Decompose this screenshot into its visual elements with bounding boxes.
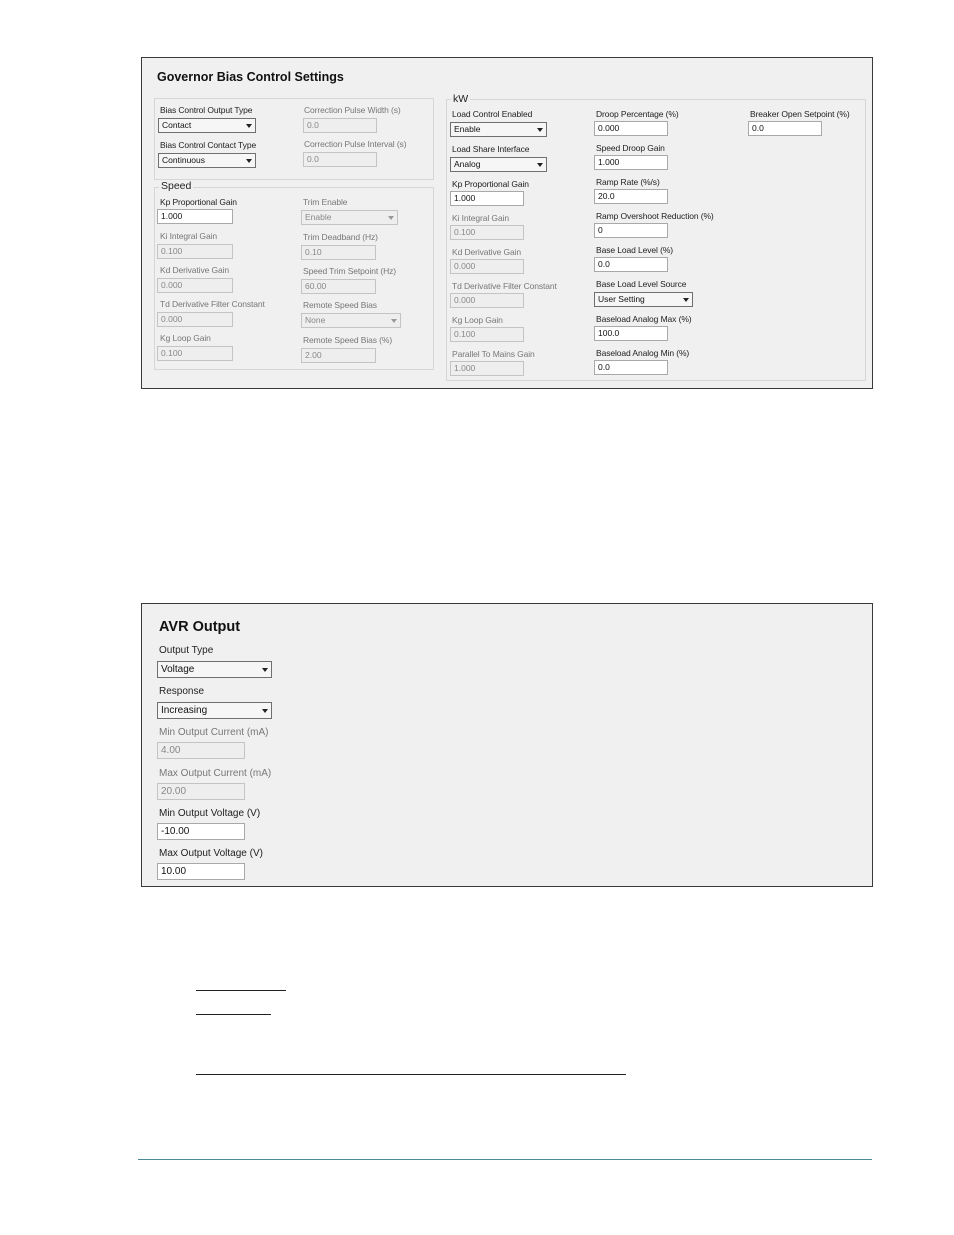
speed-td-label: Td Derivative Filter Constant <box>160 299 265 309</box>
pulse-interval-label: Correction Pulse Interval (s) <box>304 139 407 149</box>
remote-speed-bias-pct-input[interactable]: 2.00 <box>301 348 376 363</box>
parallel-mains-label: Parallel To Mains Gain <box>452 349 535 359</box>
load-control-value: Enable <box>454 124 481 134</box>
remote-speed-bias-value: None <box>305 315 326 325</box>
speed-kd-input[interactable]: 0.000 <box>157 278 233 293</box>
chevron-down-icon <box>537 163 543 167</box>
avr-min-voltage-input[interactable]: -10.00 <box>157 823 245 840</box>
avr-min-current-input[interactable]: 4.00 <box>157 742 245 759</box>
speed-group-title: Speed <box>161 180 192 192</box>
base-load-source-select[interactable] <box>594 292 693 307</box>
load-share-value: Analog <box>454 159 481 169</box>
avr-output-panel <box>141 603 873 887</box>
trim-enable-select[interactable] <box>301 210 398 225</box>
load-share-label: Load Share Interface <box>452 144 530 154</box>
avr-response-select[interactable] <box>157 702 272 719</box>
ramp-overshoot-input[interactable]: 0 <box>594 223 668 238</box>
avr-max-voltage-label: Max Output Voltage (V) <box>159 848 263 859</box>
load-control-label: Load Control Enabled <box>452 109 533 119</box>
chevron-down-icon <box>246 124 252 128</box>
kw-td-label: Td Derivative Filter Constant <box>452 281 557 291</box>
underline-rule-3 <box>196 1074 626 1075</box>
load-share-select[interactable] <box>450 157 547 172</box>
droop-pct-input[interactable]: 0.000 <box>594 121 668 136</box>
base-load-source-value: User Setting <box>598 294 645 304</box>
base-load-label: Base Load Level (%) <box>596 245 674 255</box>
baseload-min-label: Baseload Analog Min (%) <box>596 348 690 358</box>
droop-pct-label: Droop Percentage (%) <box>596 109 679 119</box>
speed-ki-label: Ki Integral Gain <box>160 231 217 241</box>
pulse-width-input[interactable]: 0.0 <box>303 118 377 133</box>
kw-kd-input[interactable]: 0.000 <box>450 259 524 274</box>
trim-deadband-input[interactable]: 0.10 <box>301 245 376 260</box>
bias-output-type-label: Bias Control Output Type <box>160 105 253 115</box>
ramp-overshoot-label: Ramp Overshoot Reduction (%) <box>596 211 714 221</box>
load-control-select[interactable] <box>450 122 547 137</box>
ramp-rate-label: Ramp Rate (%/s) <box>596 177 660 187</box>
underline-rule-1 <box>196 990 286 991</box>
avr-response-label: Response <box>159 686 205 697</box>
speed-kg-label: Kg Loop Gain <box>160 333 211 343</box>
remote-speed-bias-label: Remote Speed Bias <box>303 300 377 310</box>
kw-ki-label: Ki Integral Gain <box>452 213 509 223</box>
kw-ki-input[interactable]: 0.100 <box>450 225 524 240</box>
kw-kp-input[interactable]: 1.000 <box>450 191 524 206</box>
trim-deadband-label: Trim Deadband (Hz) <box>303 232 378 242</box>
governor-panel-title: Governor Bias Control Settings <box>157 70 344 84</box>
remote-speed-bias-pct-label: Remote Speed Bias (%) <box>303 335 393 345</box>
speed-kg-input[interactable]: 0.100 <box>157 346 233 361</box>
trim-setpoint-input[interactable]: 60.00 <box>301 279 376 294</box>
footer-rule <box>138 1159 872 1160</box>
chevron-down-icon <box>262 668 268 672</box>
kw-kd-label: Kd Derivative Gain <box>452 247 522 257</box>
trim-enable-value: Enable <box>305 212 332 222</box>
avr-max-current-input[interactable]: 20.00 <box>157 783 245 800</box>
speed-ki-input[interactable]: 0.100 <box>157 244 233 259</box>
avr-output-type-value: Voltage <box>161 664 195 675</box>
kw-td-input[interactable]: 0.000 <box>450 293 524 308</box>
avr-max-voltage-input[interactable]: 10.00 <box>157 863 245 880</box>
speed-kp-input[interactable]: 1.000 <box>157 209 233 224</box>
avr-output-type-select[interactable] <box>157 661 272 678</box>
chevron-down-icon <box>537 128 543 132</box>
chevron-down-icon <box>683 298 689 302</box>
breaker-open-label: Breaker Open Setpoint (%) <box>750 109 850 119</box>
ramp-rate-input[interactable]: 20.0 <box>594 189 668 204</box>
avr-panel-title: AVR Output <box>159 619 241 635</box>
avr-output-type-label: Output Type <box>159 645 214 656</box>
bias-contact-type-value: Continuous <box>162 155 206 165</box>
kw-kg-input[interactable]: 0.100 <box>450 327 524 342</box>
speed-td-input[interactable]: 0.000 <box>157 312 233 327</box>
remote-speed-bias-select[interactable] <box>301 313 401 328</box>
pulse-interval-input[interactable]: 0.0 <box>303 152 377 167</box>
base-load-source-label: Base Load Level Source <box>596 279 687 289</box>
kw-group-title: kW <box>453 93 469 105</box>
underline-rule-2 <box>196 1014 271 1015</box>
kw-kp-label: Kp Proportional Gain <box>452 179 529 189</box>
droop-gain-label: Speed Droop Gain <box>596 143 665 153</box>
kw-kg-label: Kg Loop Gain <box>452 315 503 325</box>
chevron-down-icon <box>388 216 394 220</box>
bias-output-type-select[interactable] <box>158 118 256 133</box>
avr-min-voltage-label: Min Output Voltage (V) <box>159 808 261 819</box>
base-load-input[interactable]: 0.0 <box>594 257 668 272</box>
breaker-open-input[interactable]: 0.0 <box>748 121 822 136</box>
governor-bias-panel <box>141 57 873 389</box>
avr-min-current-label: Min Output Current (mA) <box>159 727 269 738</box>
avr-max-current-label: Max Output Current (mA) <box>159 768 272 779</box>
droop-gain-input[interactable]: 1.000 <box>594 155 668 170</box>
baseload-min-input[interactable]: 0.0 <box>594 360 668 375</box>
bias-contact-type-select[interactable] <box>158 153 256 168</box>
bias-contact-type-label: Bias Control Contact Type <box>160 140 257 150</box>
chevron-down-icon <box>391 319 397 323</box>
baseload-max-label: Baseload Analog Max (%) <box>596 314 692 324</box>
bias-output-type-value: Contact <box>162 120 192 130</box>
speed-kp-label: Kp Proportional Gain <box>160 197 237 207</box>
trim-setpoint-label: Speed Trim Setpoint (Hz) <box>303 266 397 276</box>
avr-response-value: Increasing <box>161 705 208 716</box>
baseload-max-input[interactable]: 100.0 <box>594 326 668 341</box>
pulse-width-label: Correction Pulse Width (s) <box>304 105 401 115</box>
trim-enable-label: Trim Enable <box>303 197 348 207</box>
speed-kd-label: Kd Derivative Gain <box>160 265 230 275</box>
chevron-down-icon <box>262 709 268 713</box>
chevron-down-icon <box>246 159 252 163</box>
parallel-mains-input[interactable]: 1.000 <box>450 361 524 376</box>
